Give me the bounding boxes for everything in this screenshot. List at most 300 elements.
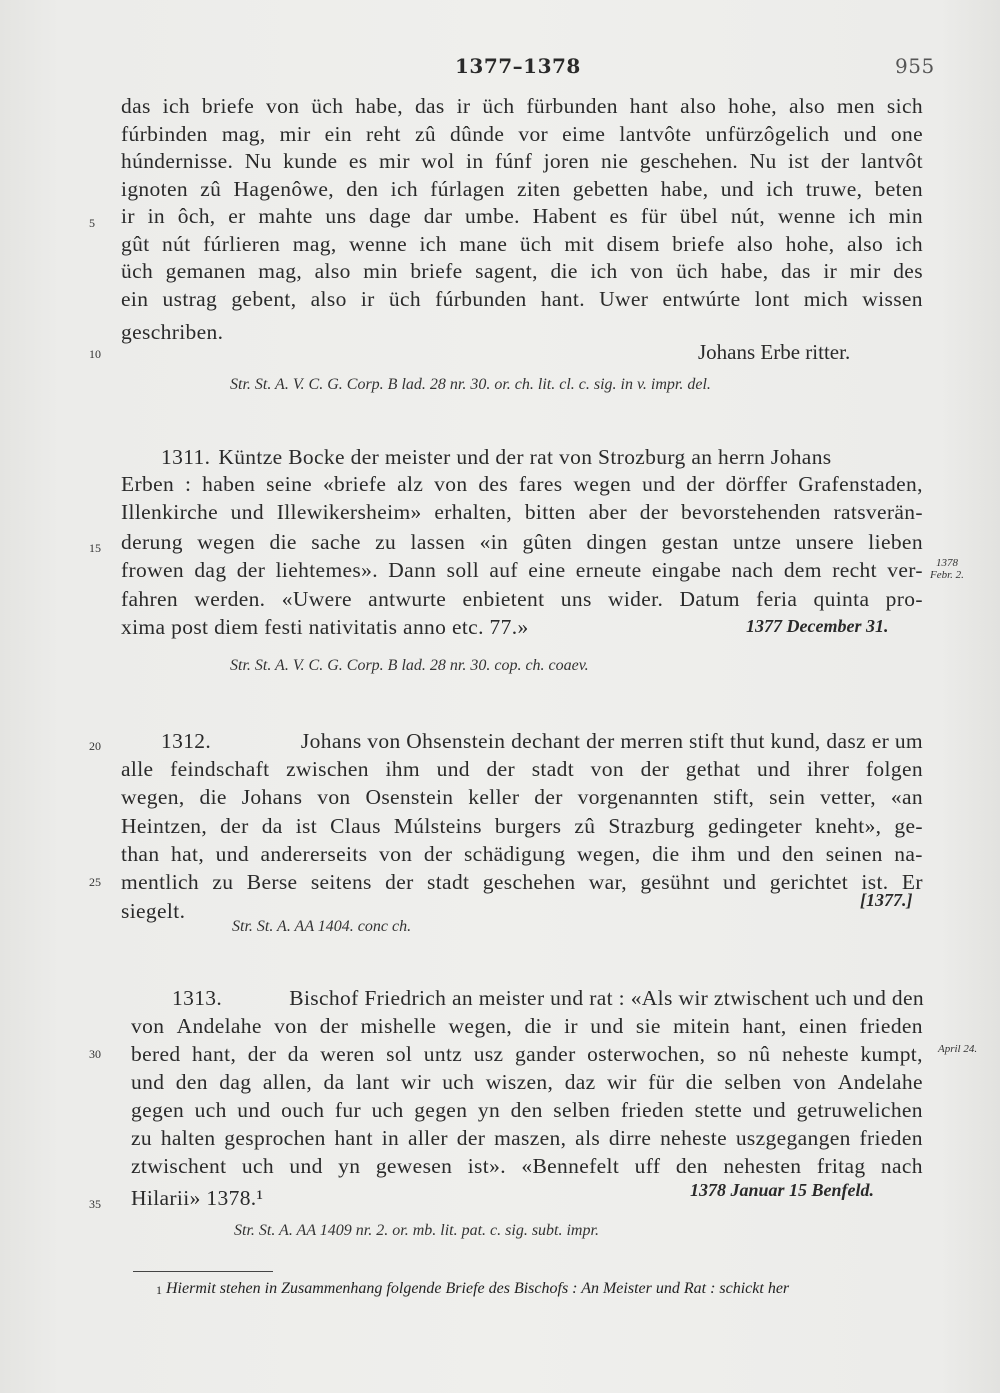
word: sie bbox=[635, 1014, 661, 1038]
page-number: 955 bbox=[895, 54, 935, 78]
word: mahte bbox=[258, 204, 313, 228]
word: wir bbox=[607, 1070, 637, 1094]
word: und bbox=[642, 472, 676, 496]
word: wir bbox=[401, 1070, 431, 1094]
word: untze bbox=[732, 530, 782, 554]
word: Strazburg bbox=[608, 814, 695, 838]
word: «an bbox=[890, 785, 923, 809]
word: pro- bbox=[885, 587, 923, 611]
word: üch bbox=[311, 94, 344, 118]
margin-note bbox=[930, 557, 964, 581]
text-line bbox=[131, 1125, 923, 1151]
text-line bbox=[121, 258, 923, 284]
word: Múlsteins bbox=[393, 814, 482, 838]
word: ignoten bbox=[121, 177, 188, 201]
word: des bbox=[893, 259, 923, 283]
word: gerichtet bbox=[769, 870, 849, 894]
word: hant bbox=[629, 94, 669, 118]
word: ich bbox=[590, 259, 618, 283]
word: Datum bbox=[679, 587, 740, 611]
source-description: conc ch. bbox=[357, 918, 412, 935]
word: der bbox=[820, 149, 850, 173]
word: der bbox=[686, 472, 715, 496]
margin-note: April 24. bbox=[938, 1043, 978, 1055]
word: uns bbox=[560, 587, 592, 611]
text-line bbox=[121, 841, 923, 867]
word: den bbox=[675, 1154, 708, 1178]
word: usz bbox=[473, 1042, 504, 1066]
word: unfürzôgelich bbox=[705, 122, 830, 146]
word: die bbox=[652, 842, 680, 866]
word: Erben bbox=[121, 472, 175, 496]
document-date: 1377 December 31. bbox=[746, 616, 889, 636]
word: übel bbox=[679, 204, 719, 228]
word: selben bbox=[553, 1098, 611, 1122]
word: wol bbox=[421, 149, 455, 173]
word: und bbox=[237, 1098, 271, 1122]
word: schädigung bbox=[463, 842, 566, 866]
word: stadt bbox=[531, 757, 575, 781]
footnote bbox=[156, 1280, 790, 1298]
source-archive: Str. St. A. AA 1409 nr. 2. bbox=[234, 1222, 389, 1239]
word: von bbox=[131, 1014, 165, 1038]
word: eime bbox=[562, 122, 606, 146]
word: mishelle bbox=[360, 1014, 437, 1038]
word: wider. bbox=[607, 587, 664, 611]
word: seine bbox=[266, 472, 313, 496]
word: fahren bbox=[121, 587, 179, 611]
word: sich bbox=[886, 94, 923, 118]
word: da bbox=[323, 1070, 345, 1094]
word: hant. bbox=[540, 287, 585, 311]
word: ein bbox=[324, 122, 352, 146]
word: gestan bbox=[661, 530, 719, 554]
word: frowen bbox=[121, 558, 184, 582]
word: umbe. bbox=[465, 204, 520, 228]
word: men bbox=[836, 94, 875, 118]
word: wegen bbox=[197, 530, 256, 554]
word: allen, bbox=[262, 1070, 313, 1094]
word: bitten bbox=[524, 500, 576, 524]
word: truwe, bbox=[805, 177, 863, 201]
word: sache bbox=[311, 530, 361, 554]
word: wegen, bbox=[448, 1014, 513, 1038]
word: gût bbox=[121, 232, 150, 256]
word: uch bbox=[241, 1154, 274, 1178]
word: hohe, bbox=[785, 232, 835, 256]
word: aller bbox=[407, 1126, 448, 1150]
word: ziten bbox=[516, 177, 561, 201]
text-line bbox=[131, 1041, 923, 1067]
word: Habent bbox=[532, 204, 597, 228]
text-line-rest: Johans von Ohsenstein dechant der merren stift thut kund, dasz er um bbox=[300, 729, 923, 753]
word: ôch, bbox=[177, 204, 216, 228]
word: werden. bbox=[194, 587, 266, 611]
word: gedingeter bbox=[707, 814, 803, 838]
word: kumpt, bbox=[860, 1042, 923, 1066]
text-line bbox=[121, 557, 923, 583]
word: ich bbox=[162, 94, 190, 118]
line-number: 25 bbox=[89, 875, 101, 889]
word: in bbox=[381, 1126, 400, 1150]
word: uch bbox=[371, 1098, 404, 1122]
word: lont bbox=[754, 287, 790, 311]
word: ist bbox=[788, 149, 810, 173]
word: «Uwere bbox=[281, 587, 352, 611]
word: von bbox=[266, 94, 300, 118]
word: mag, bbox=[292, 232, 337, 256]
word: zu bbox=[375, 530, 397, 554]
footnote-text: Hiermit stehen in Zusammenhang folgende Briefe des Bischofs : An Meister und Rat : schickt her bbox=[166, 1280, 790, 1297]
word: Hagenôwe, bbox=[233, 177, 334, 201]
word: lantvôte bbox=[619, 122, 692, 146]
word: der bbox=[220, 814, 249, 838]
word: lantvôt bbox=[860, 149, 923, 173]
word: fur bbox=[334, 1098, 362, 1122]
text-line bbox=[121, 176, 923, 202]
word: der bbox=[423, 842, 453, 866]
word: gemanen bbox=[165, 259, 246, 283]
line-number: 35 bbox=[89, 1197, 101, 1211]
word: andererseits bbox=[260, 842, 368, 866]
word: wegen bbox=[573, 472, 632, 496]
word: für bbox=[648, 1070, 675, 1094]
text-line-rest: Bischof Friedrich an meister und rat : «Als wir ztwischent uch und den bbox=[289, 986, 924, 1010]
word: «Bennefelt bbox=[521, 1154, 620, 1178]
word: gethat bbox=[685, 757, 741, 781]
line-number: 20 bbox=[89, 739, 101, 753]
word: min bbox=[363, 259, 398, 283]
text-line-rest: Küntze Bocke der meister und der rat von Strozburg an herrn Johans bbox=[218, 445, 832, 469]
word: aber bbox=[588, 500, 628, 524]
word: und bbox=[720, 177, 755, 201]
word: vetter, bbox=[820, 785, 876, 809]
word: seinen bbox=[825, 842, 883, 866]
word: da bbox=[287, 1042, 309, 1066]
word: eine bbox=[528, 558, 566, 582]
word: burgers bbox=[494, 814, 562, 838]
word: sein bbox=[769, 785, 806, 809]
word: üch bbox=[519, 232, 552, 256]
word: getruwelichen bbox=[796, 1098, 923, 1122]
word: maszen, bbox=[494, 1126, 567, 1150]
text-line bbox=[131, 1013, 923, 1039]
word: gebent, bbox=[231, 287, 297, 311]
word: lassen bbox=[410, 530, 466, 554]
word: selben bbox=[724, 1070, 782, 1094]
word: zû bbox=[574, 814, 596, 838]
word: erneute bbox=[575, 558, 642, 582]
text-line bbox=[121, 784, 923, 810]
word: nút, bbox=[730, 204, 766, 228]
word: das bbox=[414, 94, 445, 118]
document-number: 1311. bbox=[161, 445, 211, 469]
source-description: cop. ch. coaev. bbox=[494, 657, 589, 674]
document-number: 1313. bbox=[172, 986, 223, 1010]
word: üch bbox=[121, 259, 154, 283]
word: nû bbox=[748, 1042, 771, 1066]
word: die bbox=[550, 259, 578, 283]
word: gewesen bbox=[375, 1154, 453, 1178]
word: húndernisse. bbox=[121, 149, 234, 173]
word: hat, bbox=[171, 842, 205, 866]
word: lant bbox=[355, 1070, 390, 1094]
line-number: 15 bbox=[89, 541, 101, 555]
word: der bbox=[319, 1014, 349, 1038]
word: also bbox=[737, 232, 774, 256]
text-line bbox=[121, 93, 923, 119]
word: mag, bbox=[258, 259, 303, 283]
word: Heintzen, bbox=[121, 814, 208, 838]
word: also bbox=[847, 232, 884, 256]
word: habe, bbox=[355, 94, 404, 118]
word: von bbox=[317, 785, 351, 809]
word: joren bbox=[543, 149, 590, 173]
word: Andelahe bbox=[176, 1014, 262, 1038]
word: Claus bbox=[330, 814, 381, 838]
word: auf bbox=[489, 558, 518, 582]
footnote-mark: 1 bbox=[156, 1283, 162, 1297]
word: feria bbox=[756, 587, 798, 611]
word: briefe bbox=[672, 232, 725, 256]
word: und bbox=[289, 1154, 323, 1178]
word: antwurte bbox=[368, 587, 447, 611]
word: der bbox=[640, 757, 670, 781]
word: ouch bbox=[281, 1098, 325, 1122]
word: hant, bbox=[742, 1014, 787, 1038]
word: gander bbox=[514, 1042, 576, 1066]
word: zû bbox=[414, 122, 436, 146]
word: folgen bbox=[865, 757, 923, 781]
word: «in bbox=[479, 530, 509, 554]
word: wegen, bbox=[576, 842, 641, 866]
word: uszgegangen bbox=[735, 1126, 851, 1150]
word: fúrlieren bbox=[203, 232, 281, 256]
word: Er bbox=[901, 870, 923, 894]
word: und bbox=[757, 757, 791, 781]
word: Dann bbox=[388, 558, 437, 582]
word: entwúrte bbox=[662, 287, 741, 311]
word: von bbox=[434, 472, 468, 496]
word: dag bbox=[219, 1070, 252, 1094]
line-number: 30 bbox=[89, 1047, 101, 1061]
word: hohe, bbox=[728, 94, 778, 118]
page-header-range: 1377–1378 bbox=[455, 54, 581, 78]
word: mag, bbox=[221, 122, 266, 146]
text-line bbox=[121, 869, 923, 895]
text-line: Hilarii» 1378.¹ bbox=[131, 1186, 264, 1210]
word: zwischen bbox=[286, 757, 369, 781]
word: der bbox=[247, 1042, 277, 1066]
text-line: xima post diem festi nativitatis anno etc. 77.» bbox=[121, 615, 529, 639]
word: mitein bbox=[673, 1014, 731, 1038]
word: vor bbox=[518, 122, 549, 146]
word: habe, bbox=[660, 177, 709, 201]
text-line: siegelt. bbox=[121, 899, 186, 923]
word: und bbox=[230, 500, 264, 524]
word: und bbox=[723, 870, 757, 894]
word: geschehen bbox=[482, 870, 576, 894]
word: üch bbox=[388, 287, 421, 311]
word: des bbox=[478, 472, 509, 496]
word: den bbox=[346, 177, 379, 201]
word: Uwer bbox=[599, 287, 649, 311]
word: die bbox=[269, 530, 297, 554]
word: gesühnt bbox=[640, 870, 710, 894]
text-line bbox=[131, 1153, 923, 1179]
word: than bbox=[121, 842, 160, 866]
word: er bbox=[228, 204, 246, 228]
word: liehtemes». bbox=[275, 558, 378, 582]
word: ihm bbox=[385, 757, 420, 781]
word: der bbox=[385, 870, 414, 894]
text-line bbox=[121, 529, 923, 555]
word: zu bbox=[212, 870, 234, 894]
word: : bbox=[184, 472, 192, 496]
word: ein bbox=[121, 287, 149, 311]
word: briefe bbox=[201, 94, 255, 118]
word: sagent, bbox=[475, 259, 538, 283]
word: fritag bbox=[816, 1154, 866, 1178]
word: fúrbunden bbox=[435, 287, 527, 311]
word: ihm bbox=[691, 842, 726, 866]
word: also bbox=[788, 94, 825, 118]
word: dörffer bbox=[725, 472, 788, 496]
word: one bbox=[890, 122, 923, 146]
word: Johans bbox=[241, 785, 303, 809]
source-citation bbox=[232, 918, 411, 936]
word: mit bbox=[564, 232, 595, 256]
word: nút bbox=[162, 232, 191, 256]
source-archive: Str. St. A. V. C. G. Corp. B lad. 28 nr. 30. bbox=[230, 657, 491, 674]
word: das bbox=[781, 259, 811, 283]
word: lieben bbox=[868, 530, 923, 554]
document-date: 1378 Januar 15 Benfeld. bbox=[690, 1180, 875, 1200]
word: ir bbox=[121, 204, 135, 228]
word: dûnde bbox=[450, 122, 505, 146]
word: disem bbox=[606, 232, 660, 256]
text-line bbox=[131, 1097, 923, 1123]
word: nehesten bbox=[723, 1154, 802, 1178]
word: unsere bbox=[795, 530, 854, 554]
word: das bbox=[121, 94, 151, 118]
word: min bbox=[888, 204, 923, 228]
word: wenne bbox=[349, 232, 407, 256]
text-line bbox=[161, 728, 923, 754]
word: ich bbox=[848, 204, 876, 228]
word: ge- bbox=[894, 814, 923, 838]
source-description: or. ch. lit. cl. c. sig. in v. impr. del. bbox=[494, 376, 711, 393]
word: zu bbox=[131, 1126, 152, 1150]
word: es bbox=[609, 204, 629, 228]
word: der bbox=[236, 558, 266, 582]
source-archive: Str. St. A. AA 1404. bbox=[232, 918, 354, 935]
word: uch bbox=[194, 1098, 227, 1122]
word: mich bbox=[803, 287, 849, 311]
word: dirre bbox=[608, 1126, 652, 1150]
word: yn bbox=[338, 1154, 361, 1178]
word: Osenstein bbox=[365, 785, 454, 809]
word: da bbox=[261, 814, 283, 838]
word: ir bbox=[823, 259, 838, 283]
word: von bbox=[274, 1014, 308, 1038]
word: dag bbox=[194, 558, 227, 582]
word: ich bbox=[895, 232, 923, 256]
word: den bbox=[782, 842, 815, 866]
source-citation bbox=[234, 1222, 599, 1240]
word: frieden bbox=[620, 1098, 685, 1122]
word: in bbox=[147, 204, 165, 228]
word: Andelahe bbox=[837, 1070, 923, 1094]
word: osterwochen, bbox=[587, 1042, 706, 1066]
word: briefe bbox=[410, 259, 463, 283]
word: dar bbox=[423, 204, 453, 228]
footnote-rule bbox=[133, 1271, 273, 1272]
word: erhalten, bbox=[434, 500, 513, 524]
word: üch bbox=[676, 259, 709, 283]
word: quinta bbox=[813, 587, 870, 611]
word: die bbox=[524, 1014, 552, 1038]
word: soll bbox=[446, 558, 480, 582]
word: eingabe bbox=[651, 558, 722, 582]
word: für bbox=[640, 204, 667, 228]
word: beten bbox=[874, 177, 923, 201]
word: gegen bbox=[131, 1098, 185, 1122]
word: von bbox=[590, 757, 624, 781]
word: ist». bbox=[467, 1154, 506, 1178]
word: stift, bbox=[713, 785, 755, 809]
word: wiszen, bbox=[485, 1070, 554, 1094]
word: der bbox=[639, 500, 669, 524]
source-description: or. mb. lit. pat. c. sig. subt. impr. bbox=[392, 1222, 599, 1239]
word: Berse bbox=[246, 870, 298, 894]
word: nie bbox=[600, 149, 629, 173]
word: gebetten bbox=[572, 177, 649, 201]
word: war, bbox=[588, 870, 627, 894]
word: hant, bbox=[192, 1042, 237, 1066]
source-citation bbox=[230, 657, 589, 675]
text-line bbox=[121, 813, 923, 839]
word: wissen bbox=[862, 287, 923, 311]
word: Grafenstaden, bbox=[798, 472, 923, 496]
word: gegen bbox=[414, 1098, 468, 1122]
text-line bbox=[121, 148, 923, 174]
word: dingen bbox=[586, 530, 648, 554]
word: recht bbox=[832, 558, 877, 582]
margin-note-year: 1378 bbox=[935, 557, 958, 569]
word: «briefe bbox=[322, 472, 387, 496]
text-line bbox=[131, 1069, 923, 1095]
word: Illewikersheim» bbox=[276, 500, 422, 524]
word: mir bbox=[378, 149, 410, 173]
word: die bbox=[199, 785, 227, 809]
word: nach bbox=[731, 558, 774, 582]
word: uch bbox=[442, 1070, 475, 1094]
text-line bbox=[121, 499, 923, 525]
line-number: 5 bbox=[89, 216, 95, 230]
word: daz bbox=[564, 1070, 596, 1094]
word: ir bbox=[456, 94, 471, 118]
document-date: [1377.] bbox=[860, 890, 913, 910]
word: geschehen. bbox=[639, 149, 739, 173]
text-line bbox=[121, 231, 923, 257]
word: ztwischent bbox=[131, 1154, 227, 1178]
word: mir bbox=[849, 259, 881, 283]
word: und bbox=[737, 842, 771, 866]
word: und bbox=[131, 1070, 165, 1094]
word: es bbox=[348, 149, 368, 173]
word: untz bbox=[423, 1042, 463, 1066]
